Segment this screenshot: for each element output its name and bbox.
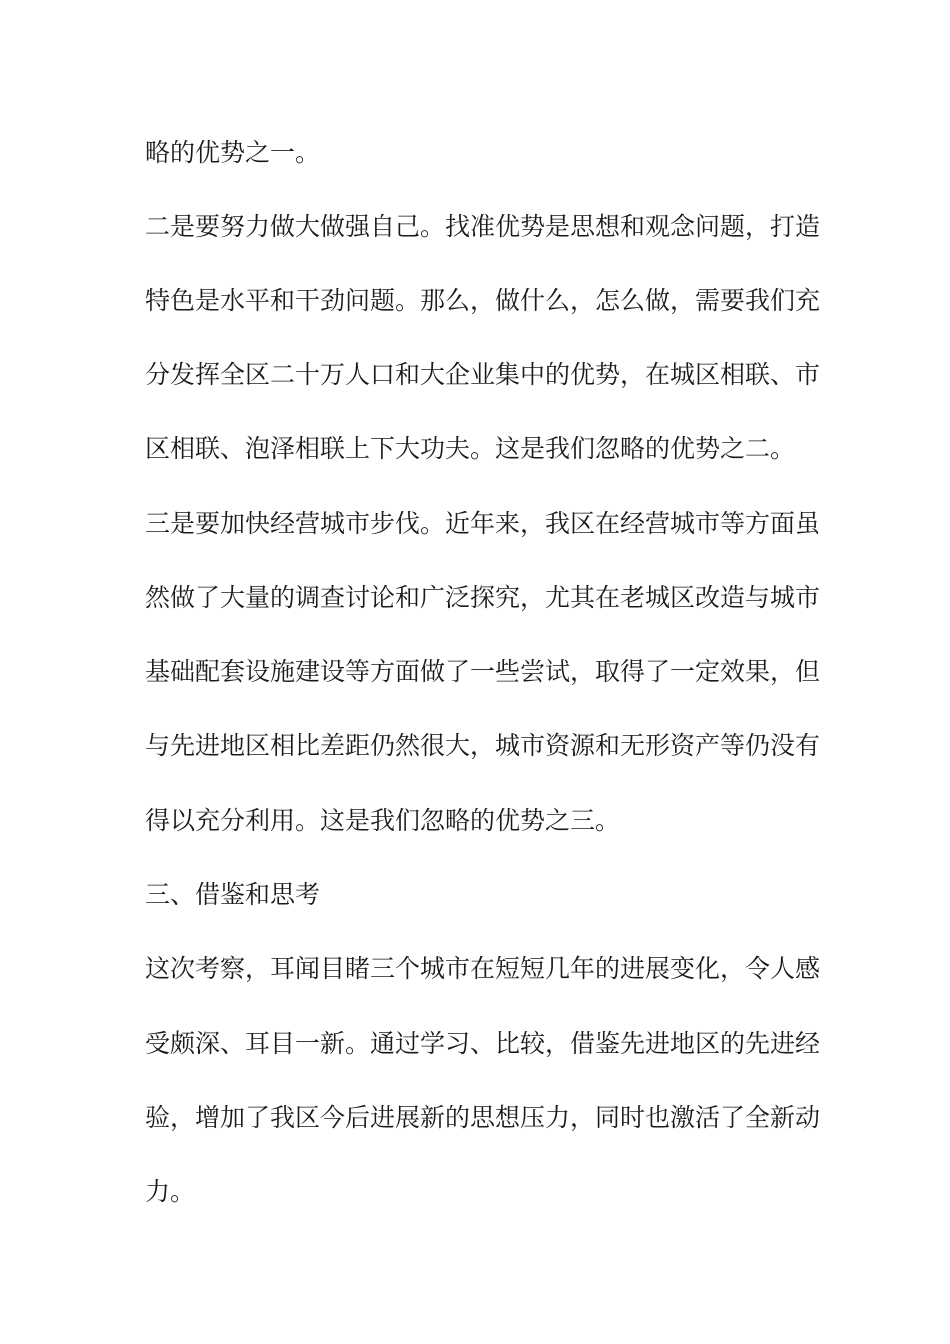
paragraph-line: 二是要努力做大做强自己。找准优势是思想和观念问题，打造 (145, 212, 821, 241)
section-heading: 三、借鉴和思考 (145, 880, 321, 909)
paragraph-line: 得以充分利用。这是我们忽略的优势之三。 (145, 806, 621, 835)
paragraph-line: 略的优势之一。 (145, 138, 321, 167)
paragraph-line: 基础配套设施建设等方面做了一些尝试，取得了一定效果，但 (145, 657, 821, 686)
paragraph-line: 然做了大量的调查讨论和广泛探究，尤其在老城区改造与城市 (145, 583, 821, 612)
paragraph-line: 区相联、泡泽相联上下大功夫。这是我们忽略的优势之二。 (145, 434, 796, 463)
paragraph-line: 受颇深、耳目一新。通过学习、比较，借鉴先进地区的先进经 (145, 1029, 821, 1058)
paragraph-line: 力。 (145, 1177, 196, 1206)
paragraph-line: 这次考察，耳闻目睹三个城市在短短几年的进展变化，令人感 (145, 954, 821, 983)
paragraph-line: 三是要加快经营城市步伐。近年来，我区在经营城市等方面虽 (145, 509, 821, 538)
paragraph-line: 验，增加了我区今后进展新的思想压力，同时也激活了全新动 (145, 1103, 821, 1132)
paragraph-line: 与先进地区相比差距仍然很大，城市资源和无形资产等仍没有 (145, 731, 821, 760)
paragraph-line: 特色是水平和干劲问题。那么，做什么，怎么做，需要我们充 (145, 286, 821, 315)
paragraph-line: 分发挥全区二十万人口和大企业集中的优势，在城区相联、市 (145, 360, 821, 389)
